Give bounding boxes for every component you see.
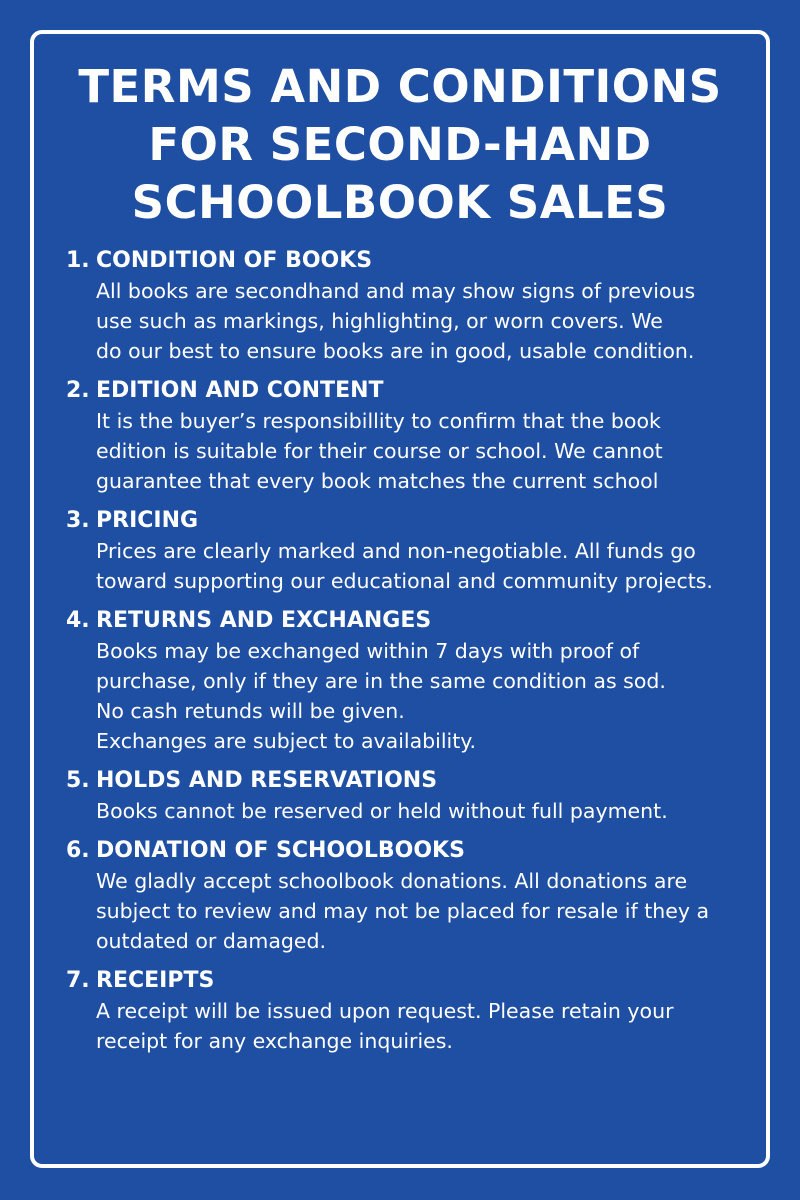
title-line: SCHOOLBOOK SALES [131,176,669,229]
term-text-line: No cash retunds will be given. [96,699,405,723]
term-number: 5. [66,768,90,793]
term-text-line: Exchanges are subject to availability. [96,729,477,753]
term-heading: RECEIPTS [96,968,215,993]
term-text-line: purchase, only if they are in the same condition as sod. [96,669,666,693]
title-line: FOR SECOND-HAND [148,118,652,171]
term-holds-and-reservations [66,766,756,826]
title-line: TERMS AND CONDITIONS [78,60,722,113]
term-heading: EDITION AND CONTENT [96,378,384,403]
term-text-line: All books are secondhand and may show signs of previous [96,279,696,303]
term-heading: PRICING [96,508,199,533]
term-text-line: Books cannot be reserved or held without full payment. [96,799,668,823]
terms-list [66,246,756,1066]
term-text-line: guarantee that every book matches the current school [96,469,659,493]
term-number: 4. [66,608,90,633]
term-heading: HOLDS AND RESERVATIONS [96,768,438,793]
term-receipts [66,966,756,1056]
term-heading: CONDITION OF BOOKS [96,248,373,273]
term-text-line: It is the buyer’s responsibillity to confirm that the book [96,409,661,433]
term-text-line: A receipt will be issued upon request. Please retain your [96,999,674,1023]
term-text-line: We gladly accept schoolbook donations. All donations are [96,869,688,893]
term-number: 1. [66,248,90,273]
page-title [0,58,800,232]
term-text-line: use such as markings, highlighting, or worn covers. We [96,309,663,333]
term-text-line: receipt for any exchange inquiries. [96,1029,453,1053]
term-donation-of-schoolbooks [66,836,756,956]
term-number: 3. [66,508,90,533]
term-heading: DONATION OF SCHOOLBOOKS [96,838,465,863]
term-text-line: subject to review and may not be placed for resale if they a [96,899,710,923]
term-number: 2. [66,378,90,403]
term-text-line: toward supporting our educational and community projects. [96,569,713,593]
term-returns-and-exchanges [66,606,756,756]
term-text-line: do our best to ensure books are in good, usable condition. [96,339,695,363]
term-number: 7. [66,968,90,993]
term-condition-of-books [66,246,756,366]
term-text-line: Books may be exchanged within 7 days with proof of [96,639,640,663]
term-text-line: edition is suitable for their course or school. We cannot [96,439,663,463]
term-edition-and-content [66,376,756,496]
term-text-line: Prices are clearly marked and non-negotiable. All funds go [96,539,696,563]
term-pricing [66,506,756,596]
term-number: 6. [66,838,90,863]
term-text-line: outdated or damaged. [96,929,327,953]
term-heading: RETURNS AND EXCHANGES [96,608,432,633]
